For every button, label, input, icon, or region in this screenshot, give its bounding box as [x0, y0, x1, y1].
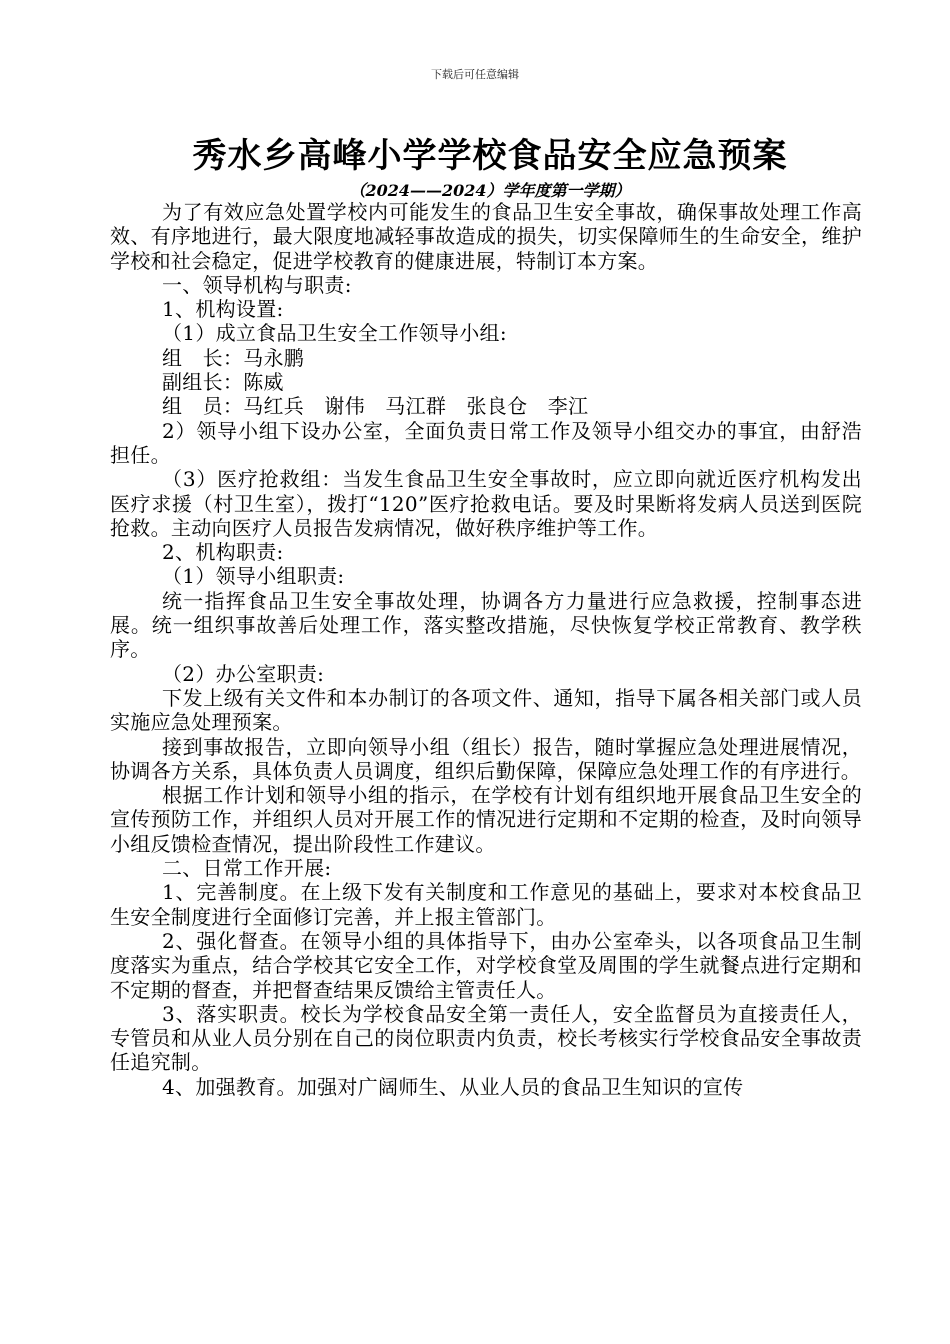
paragraph: 接到事故报告，立即向领导小组（组长）报告，随时掌握应急处理进展情况，协调各方关系，具体负责人员调度，组织后勤保障，保障应急处理工作的有序进行。: [110, 734, 862, 783]
deputy-leader-line: 副组长：陈威: [162, 370, 284, 395]
paragraph: 统一指挥食品卫生安全事故处理，协调各方力量进行应急救援，控制事态进展。统一组织事故善后处理工作，落实整改措施，尽快恢复学校正常教育、教学秩序。: [110, 588, 862, 662]
subsection-heading: 2、机构职责:: [162, 540, 284, 565]
page-header: 下载后可任意编辑: [431, 68, 519, 81]
paragraph: 4、加强教育。加强对广阔师生、从业人员的食品卫生知识的宣传: [162, 1074, 744, 1099]
paragraph: （3）医疗抢救组：当发生食品卫生安全事故时，应立即向就近医疗机构发出医疗求援（村卫生室），拨打“120”医疗抢救电话。要及时果断将发病人员送到医院抢救。主动向医疗人员报告发病情况，做好秩序维护等工作。: [110, 467, 862, 540]
leader-line: 组 长：马永鹏: [162, 345, 305, 370]
item-heading: （1）领导小组职责:: [162, 564, 345, 589]
item-heading: （2）办公室职责:: [162, 661, 325, 686]
paragraph: 2、强化督查。在领导小组的具体指导下，由办公室牵头，以各项食品卫生制度落实为重点，结合学校其它安全工作，对学校食堂及周围的学生就餐点进行定期和不定期的督查，并把督查结果反馈给主管责任人。: [110, 928, 862, 1002]
paragraph: 3、落实职责。校长为学校食品安全第一责任人，安全监督员为直接责任人，专管员和从业人员分别在自己的岗位职责内负责，校长考核实行学校食品安全事故责任追究制。: [110, 1001, 862, 1075]
item-heading: （1）成立食品卫生安全工作领导小组:: [162, 321, 507, 346]
paragraph: 根据工作计划和领导小组的指示，在学校有计划有组织地开展食品卫生安全的宣传预防工作，并组织人员对开展工作的情况进行定期和不定期的检查，及时向领导小组反馈检查情况，提出阶段性工作建议。: [110, 783, 862, 856]
subsection-heading: 1、机构设置:: [162, 297, 284, 322]
document-title: 秀水乡高峰小学学校食品安全应急预案: [192, 136, 788, 176]
paragraph: 2）领导小组下设办公室，全面负责日常工作及领导小组交办的事宜，由舒浩担任。: [110, 418, 862, 467]
section-heading: 一、领导机构与职责:: [162, 272, 352, 297]
intro-paragraph: 为了有效应急处置学校内可能发生的食品卫生安全事故，确保事故处理工作高效、有序地进行，最大限度地减轻事故造成的损失，切实保障师生的生命安全，维护学校和社会稳定，促进学校教育的健康进展，特制订本方案。: [110, 200, 862, 273]
document-body: [110, 200, 862, 1099]
section-heading: 二、日常工作开展:: [162, 856, 332, 881]
document-subtitle: （2024——2024）学年度第一学期）: [349, 181, 631, 200]
paragraph: 1、完善制度。在上级下发有关制度和工作意见的基础上，要求对本校食品卫生安全制度进行全面修订完善，并上报主管部门。: [110, 880, 862, 929]
members-line: 组 员：马红兵 谢伟 马江群 张良仓 李江: [162, 394, 589, 419]
paragraph: 下发上级有关文件和本办制订的各项文件、通知，指导下属各相关部门或人员实施应急处理预案。: [110, 685, 862, 735]
